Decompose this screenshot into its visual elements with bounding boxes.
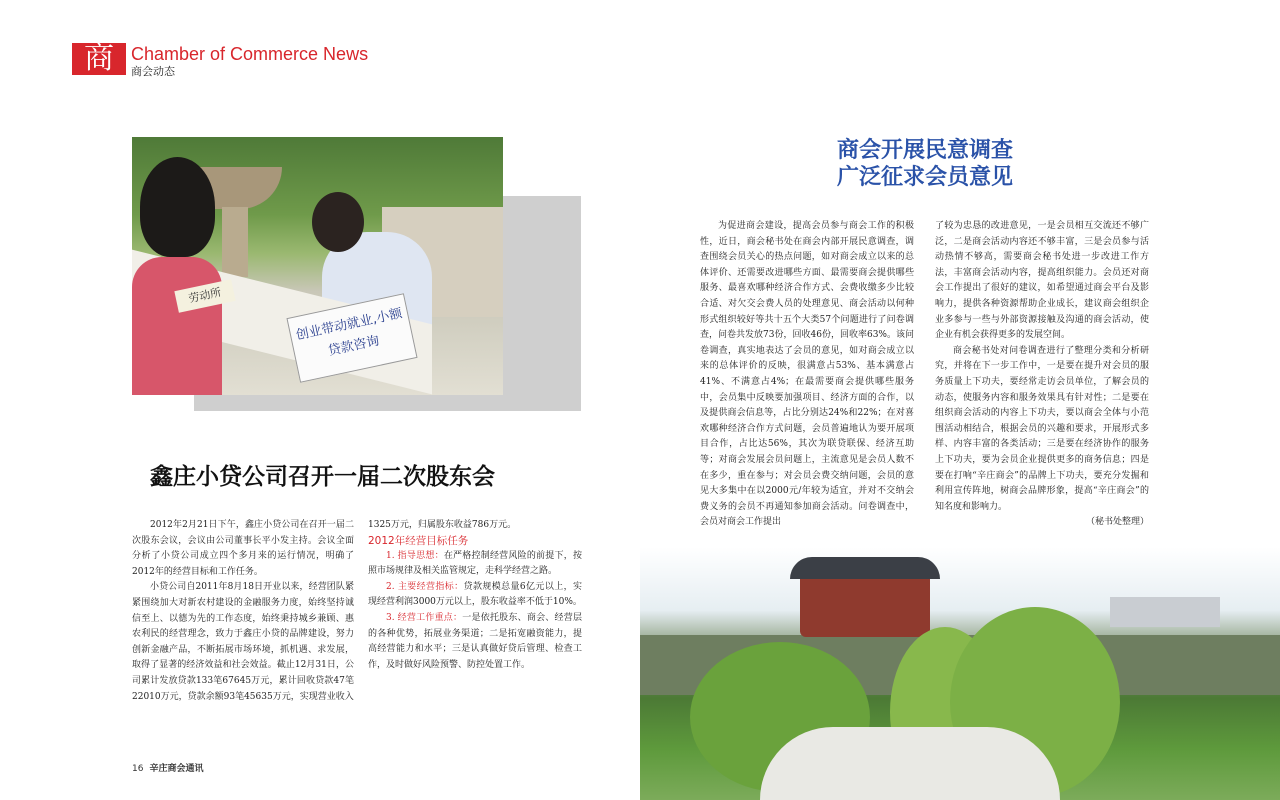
photo-table-card: 劳动所 (174, 279, 235, 313)
paragraph: 小贷公司自2011年8月18日开业以来，经营团队紧紧围绕加大对新农村建设的金融服务力度，始终坚持诚信至上、以德为先的工作态度，始终秉持城乡兼顾、惠农利民的经营理念，致力于鑫庄小贷的品牌建设，努力创新金融产品，不断拓展市场环境，抓机遇、求发展，取得了显著的经济效益和社会效益。截止12月31日，公司累计发放贷款133笔67645万元，累计回收贷款47笔22010万元，贷款余额93笔45635万元，实现营业收入 (132, 582, 354, 702)
item-text: 在严格控制经营风险的前提下，按照市场规律及相关监管规定，走科学经营之路。 (368, 550, 582, 577)
title-line: 商会开展民意调查 (836, 138, 1013, 163)
left-article-title: 鑫庄小贷公司召开一届二次股东会 (150, 464, 495, 490)
title-line: 广泛征求会员意见 (836, 165, 1013, 190)
photo-tower-roof (790, 557, 940, 579)
consultation-photo (132, 137, 503, 395)
paragraph: 商会秘书处对问卷调查进行了整理分类和分析研究，并将在下一步工作中，一是要在提升对会员的服务质量上下功夫，要经常走访会员单位，了解会员的动态，使服务内容和服务效果具有针对性；二是要在组织商会活动的内容上下功夫，要以商会全体与小范围活动相结合，根据会员的兴趣和要求，开展形式多样、内容丰富的各类活动；三是要在经济协作的服务上下功夫，要为会员企业提供更多的商务信息；四是要在打响“辛庄商会”的品牌上下功夫，要充分发掘和利用宣传阵地，树商会品牌形象，提高“辛庄商会”的知名度和影响力。 (935, 345, 1149, 512)
photo-stone-bridge (760, 727, 1060, 800)
section-heading: 2012年经营目标任务 (368, 534, 469, 547)
photo-woman-head (312, 192, 364, 252)
section-title-zh: 商会动态 (131, 65, 175, 78)
city-gate-photo (640, 547, 1280, 800)
section-title-en: Chamber of Commerce News (131, 44, 369, 64)
list-item (368, 549, 582, 580)
photo-table-sign: 创业带动就业,小额贷款咨询 (286, 293, 417, 383)
paragraph: 了较为忠恳的改进意见，一是会员相互交流还不够广泛，二是商会活动内容还不够丰富，三是会员参与活动热情不够高，需要商会秘书处进一步改进工作方法，丰富商会活动内容，提高组织能力。会员还对商会工作提出了很好的建议，如希望通过商会平台及影响力，提供各种资源帮助企业成长，建议商会组织企业多参与一些与外部资源接触及沟通的商会活动，使企业有机会获得更多的发展空间。 (935, 221, 1149, 341)
item-text: 贷款规模总量6亿元以上，实现经营利润3000万元以上，股东收益率不低于10%。 (368, 581, 582, 608)
item-label: 3. 经营工作重点： (386, 612, 463, 623)
sign-off: （秘书处整理） (1085, 517, 1149, 528)
paragraph: 2012年2月21日下午，鑫庄小贷公司在召开一届二次股东会议，会议由公司董事长平小发主持。会议全面分析了小贷公司成立四个多月来的运行情况，明确了2012年的经营目标和工作任务。 (132, 520, 354, 577)
photo-man (132, 257, 222, 395)
paragraph: 1325万元，归属股东收益786万元。 (368, 520, 517, 530)
left-article-col1 (132, 518, 354, 705)
left-article-col2 (368, 518, 582, 673)
list-item (368, 611, 582, 673)
publication-name: 辛庄商会通讯 (149, 764, 204, 774)
photo-pillar (222, 207, 248, 277)
photo-man-head (140, 157, 215, 257)
paragraph: 为促进商会建设，提高会员参与商会工作的积极性，近日，商会秘书处在商会内部开展民意调查，调查围绕会员关心的热点问题，如对商会成立以来的总体评价、还需要改进哪些方面、最需要商会提供哪些服务、最喜欢哪种经济合作方式、会费收缴多少比较合适、对欠交会费人员的处理意见、商会活动以何种形式组织较好等共十五个大类57个问题进行了问卷调查，问卷共发放73份，回收46份，回收率63%。该问卷调查，真实地表达了会员的意见，如对商会成立以来的总体评价的反映，很满意占53%、基本满意占41%、不满意占4%；在最需要商会提供哪些服务中，会员集中反映要加强项目、经济方面的合作，以及提供商会信息等，占比分别达24%和22%；在对喜欢哪种经济合作方式问题，会员普遍地认为要开展项目合作，占比达56%，其次为联贷联保、经济互助等；对商会发展会员问题上，主流意见是会员人数不在多少，重在参与；对会员会费交纳问题，会员的意见大多集中在以2000元/年较为适宜，并对不交纳会费义务的会员不再通知参加商会活动。问卷调查中，会员对商会工作提出 (700, 221, 914, 528)
logo-icon: 商 (72, 43, 126, 75)
item-text: 一是依托股东、商会、经营层的各种优势，拓展业务渠道；二是拓宽融资能力，提高经营能力和水平；三是认真做好贷后管理、检查工作，及时做好风险预警、防控处置工作。 (368, 612, 582, 670)
list-item (368, 580, 582, 611)
right-article-title (800, 137, 1050, 191)
right-article-col2 (935, 219, 1149, 531)
photo-building (1110, 597, 1220, 627)
item-label: 1. 指导思想： (386, 550, 444, 561)
right-article-col1 (700, 219, 914, 531)
item-label: 2. 主要经营指标： (386, 581, 464, 592)
page-number: 16 (132, 764, 144, 774)
page-footer (132, 761, 203, 774)
